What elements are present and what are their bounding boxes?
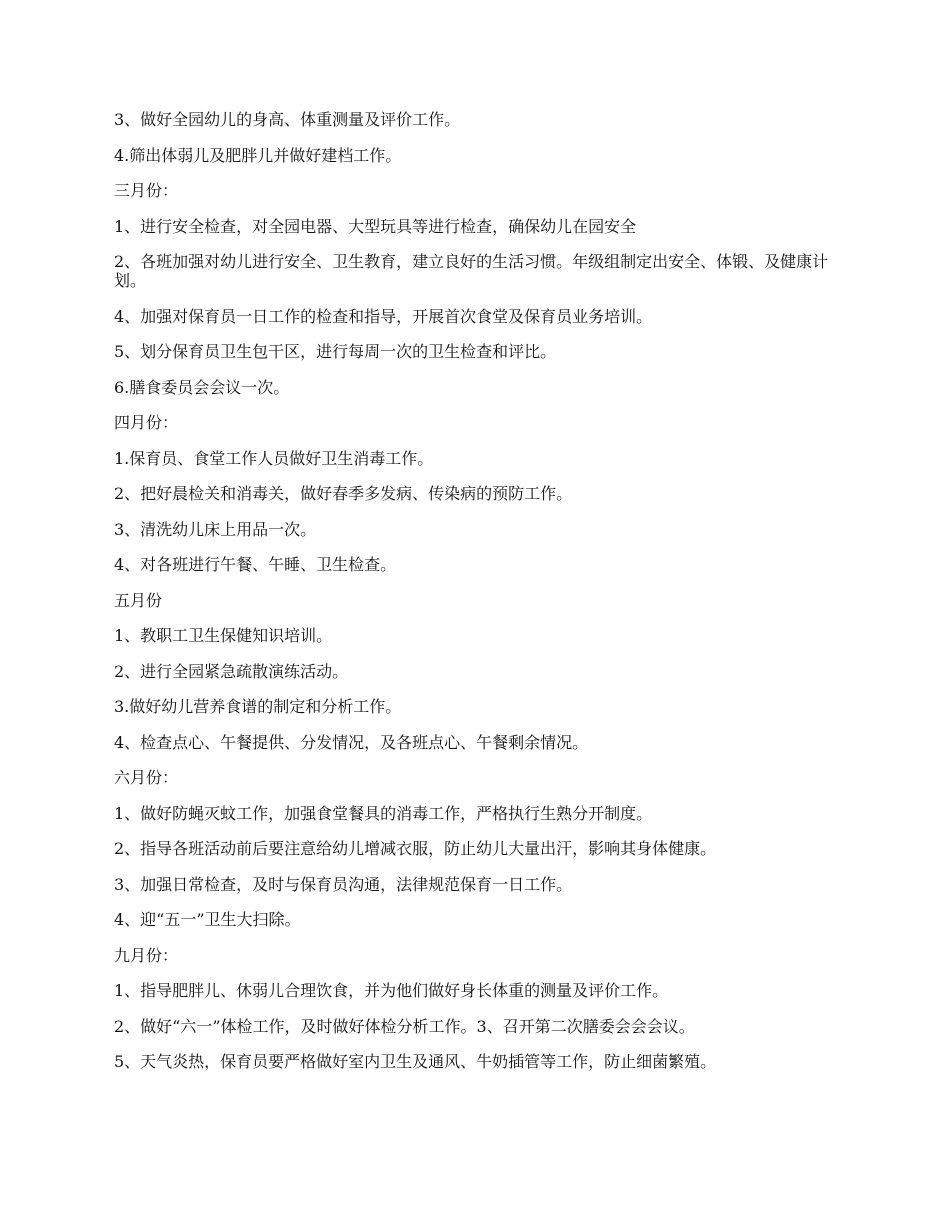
list-item: 4、对各班进行午餐、午睡、卫生检查。 [114, 555, 397, 574]
list-item: 2、指导各班活动前后要注意给幼儿增减衣服，防止幼儿大量出汗，影响其身体健康。 [114, 839, 717, 858]
section-heading-september: 九月份： [114, 945, 179, 965]
list-item: 2、进行全园紧急疏散演练活动。 [114, 661, 349, 681]
list-item: 5、划分保育员卫生包干区，进行每周一次的卫生检查和评比。 [114, 342, 557, 361]
document-body [114, 110, 844, 1088]
list-item: 4、加强对保育员一日工作的检查和指导，开展首次食堂及保育员业务培训。 [114, 306, 653, 326]
list-item: 2、把好晨检关和消毒关，做好春季多发病、传染病的预防工作。 [114, 484, 573, 503]
list-item: 2、各班加强对幼儿进行安全、卫生教育，建立良好的生活习惯。年级组制定出安全、体锻、及健康计划。 [114, 252, 829, 290]
list-item: 4、迎“五一”卫生大扫除。 [114, 910, 301, 929]
list-item: 3、做好全园幼儿的身高、体重测量及评价工作。 [114, 110, 461, 129]
list-item: 6.膳食委员会会议一次。 [114, 377, 290, 397]
list-item: 3、加强日常检查，及时与保育员沟通，法律规范保育一日工作。 [114, 874, 573, 894]
list-item: 3.做好幼儿营养食谱的制定和分析工作。 [114, 697, 402, 716]
list-item: 5、天气炎热，保育员要严格做好室内卫生及通风、牛奶插管等工作，防止细菌繁殖。 [114, 1052, 717, 1071]
section-heading-june: 六月份： [114, 768, 179, 787]
list-item: 4.筛出体弱儿及肥胖儿并做好建档工作。 [114, 145, 402, 165]
list-item: 1.保育员、食堂工作人员做好卫生消毒工作。 [114, 448, 434, 468]
section-heading-may: 五月份 [114, 590, 163, 610]
section-heading-march: 三月份： [114, 181, 179, 200]
list-item: 1、指导肥胖儿、休弱儿合理饮食，并为他们做好身长体重的测量及评价工作。 [114, 981, 669, 1000]
list-item: 1、做好防蝇灭蚊工作，加强食堂餐具的消毒工作，严格执行生熟分开制度。 [114, 803, 653, 823]
list-item: 1、进行安全检查，对全园电器、大型玩具等进行检查，确保幼儿在园安全 [114, 216, 637, 236]
list-item: 1、教职工卫生保健知识培训。 [114, 626, 333, 645]
list-item: 3、清洗幼儿床上用品一次。 [114, 519, 317, 539]
list-item: 2、做好“六一”体检工作，及时做好体检分析工作。3、召开第二次膳委会会会议。 [114, 1016, 695, 1036]
list-item: 4、检查点心、午餐提供、分发情况，及各班点心、午餐剩余情况。 [114, 732, 589, 752]
section-heading-april: 四月份： [114, 413, 179, 432]
